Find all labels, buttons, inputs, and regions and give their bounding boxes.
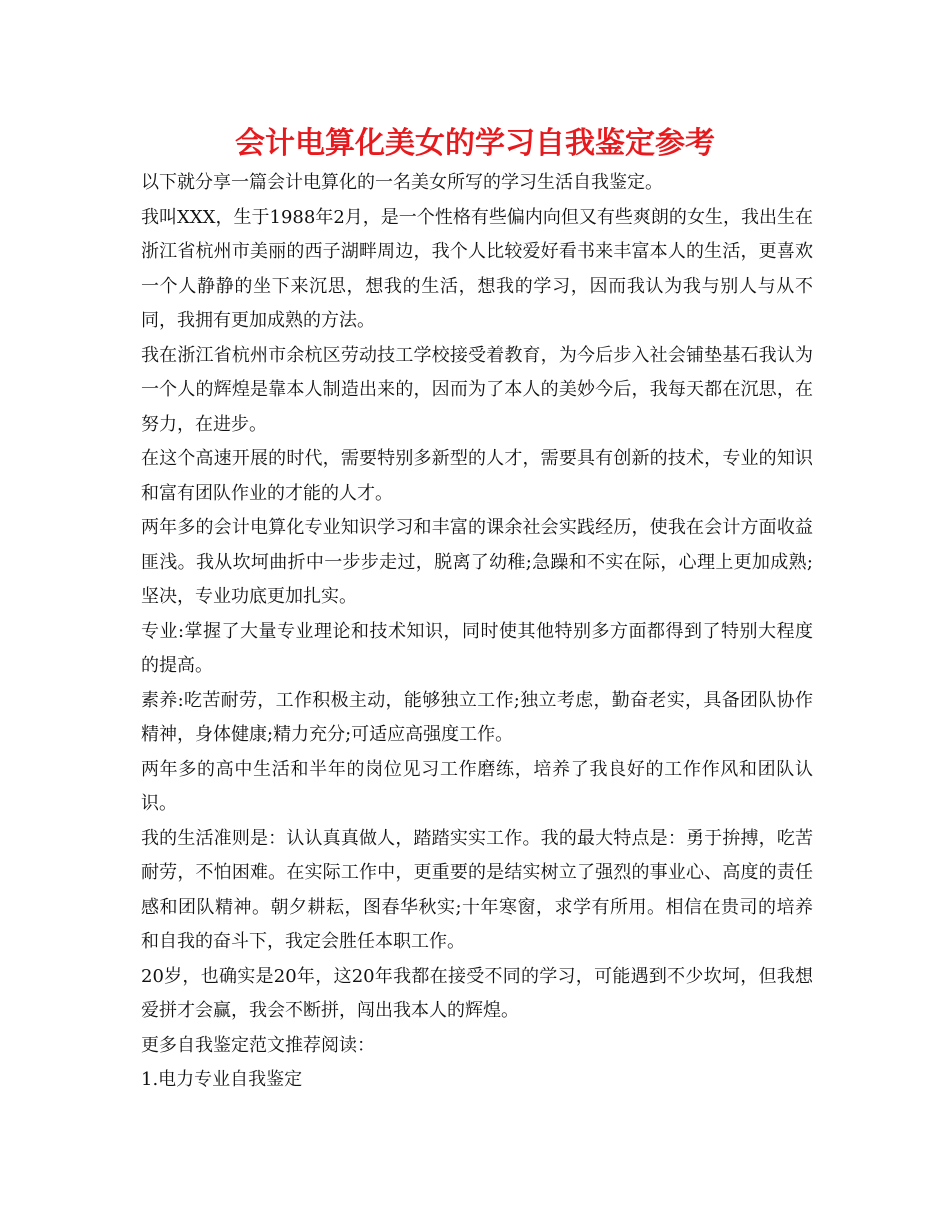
paragraph-self-introduction: 我叫XXX，生于1988年2月，是一个性格有些偏内向但又有些爽朗的女生，我出生在浙江省杭州市美丽的西子湖畔周边，我个人比较爱好看书来丰富本人的生活，更喜欢一个人静静的坐下来沉思，想我的生活，想我的学习，因而我认为我与别人与从不同，我拥有更加成熟的方法。	[141, 206, 813, 331]
paragraph-study-experience: 两年多的会计电算化专业知识学习和丰富的课余社会实践经历，使我在会计方面收益匪浅。我从坎坷曲折中一步步走过，脱离了幼稚;急躁和不实在际，心理上更加成熟;坚决，专业功底更加扎实。	[141, 517, 813, 607]
paragraph-intro: 以下就分享一篇会计电算化的一名美女所写的学习生活自我鉴定。	[141, 172, 663, 193]
paragraph-internship: 两年多的高中生活和半年的岗位见习工作磨练，培养了我良好的工作作风和团队认识。	[141, 758, 813, 814]
paragraph-more-reading: 更多自我鉴定范文推荐阅读：	[141, 1034, 375, 1056]
paragraph-profession: 专业:掌握了大量专业理论和技术知识，同时使其他特别多方面都得到了特别大程度的提高。	[141, 620, 813, 676]
paragraph-age: 20岁，也确实是20年，这20年我都在接受不同的学习，可能遇到不少坎坷，但我想爱拼才会赢，我会不断拼，闯出我本人的辉煌。	[141, 965, 813, 1021]
paragraph-education: 我在浙江省杭州市余杭区劳动技工学校接受着教育，为今后步入社会铺垫基石我认为一个人的辉煌是靠本人制造出来的，因而为了本人的美妙今后，我每天都在沉思，在努力，在进步。	[141, 344, 813, 435]
document-title: 会计电算化美女的学习自我鉴定参考	[235, 126, 715, 161]
document-body	[141, 166, 813, 1098]
paragraph-link-electric[interactable]: 1.电力专业自我鉴定	[141, 1069, 303, 1090]
paragraph-quality: 素养:吃苦耐劳，工作积极主动，能够独立工作;独立考虑，勤奋老实，具备团队协作精神，身体健康;精力充分;可适应高强度工作。	[141, 689, 813, 745]
paragraph-era: 在这个高速开展的时代，需要特别多新型的人才，需要具有创新的技术，专业的知识和富有团队作业的才能的人才。	[141, 448, 813, 504]
paragraph-life-principle: 我的生活准则是：认认真真做人，踏踏实实工作。我的最大特点是：勇于拚搏，吃苦耐劳，不怕困难。在实际工作中，更重要的是结实树立了强烈的事业心、高度的责任感和团队精神。朝夕耕耘，图春华秋实;十年寒窗，求学有所用。相信在贵司的培养和自我的奋斗下，我定会胜任本职工作。	[141, 827, 813, 952]
